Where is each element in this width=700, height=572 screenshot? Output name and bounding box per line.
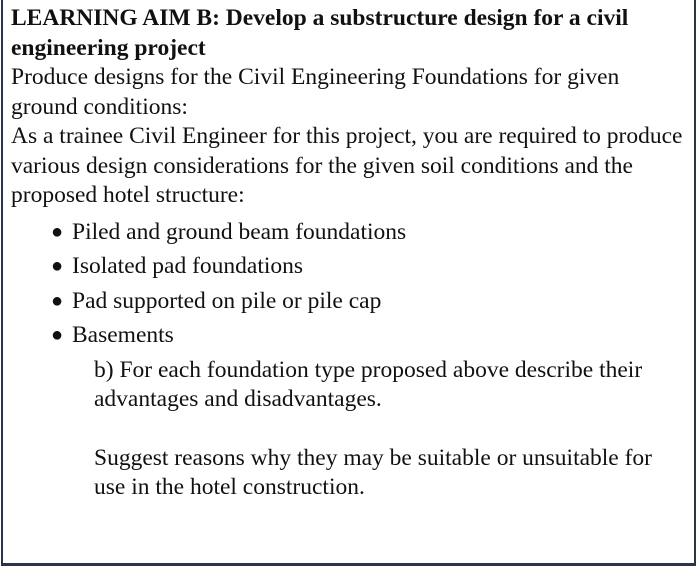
list-item [51, 215, 691, 250]
task-b-text: b) For each foundation type proposed above describe their advantages and disadvantages. [94, 356, 643, 412]
foundation-type-label: Basements [72, 322, 174, 348]
assignment-brief [11, 4, 691, 503]
bullet-icon: ● [51, 324, 64, 346]
list-item [51, 249, 691, 284]
foundation-type-label: Pad supported on pile or pile cap [72, 287, 382, 314]
bullet-icon: ● [51, 289, 64, 312]
list-item [51, 318, 691, 353]
foundation-type-label: Piled and ground beam foundations [72, 218, 407, 245]
context-text: As a trainee Civil Engineer for this project, you are required to produce various design considerations for the given soil conditions and the proposed hotel structure: [11, 123, 683, 208]
intro-text: Produce designs for the Civil Engineering Foundations for given ground conditions: [11, 64, 620, 120]
bullet-icon: ● [51, 220, 64, 243]
list-item [51, 284, 691, 319]
bullet-icon: ● [51, 255, 64, 277]
task-suggest-text: Suggest reasons why they may be suitable or unsuitable for use in the hotel construction. [94, 444, 653, 500]
foundation-types-list [11, 215, 691, 353]
learning-aim-title: LEARNING AIM B: Develop a substructure design for a civil engineering project [11, 5, 629, 61]
foundation-type-label: Isolated pad foundations [72, 253, 304, 279]
